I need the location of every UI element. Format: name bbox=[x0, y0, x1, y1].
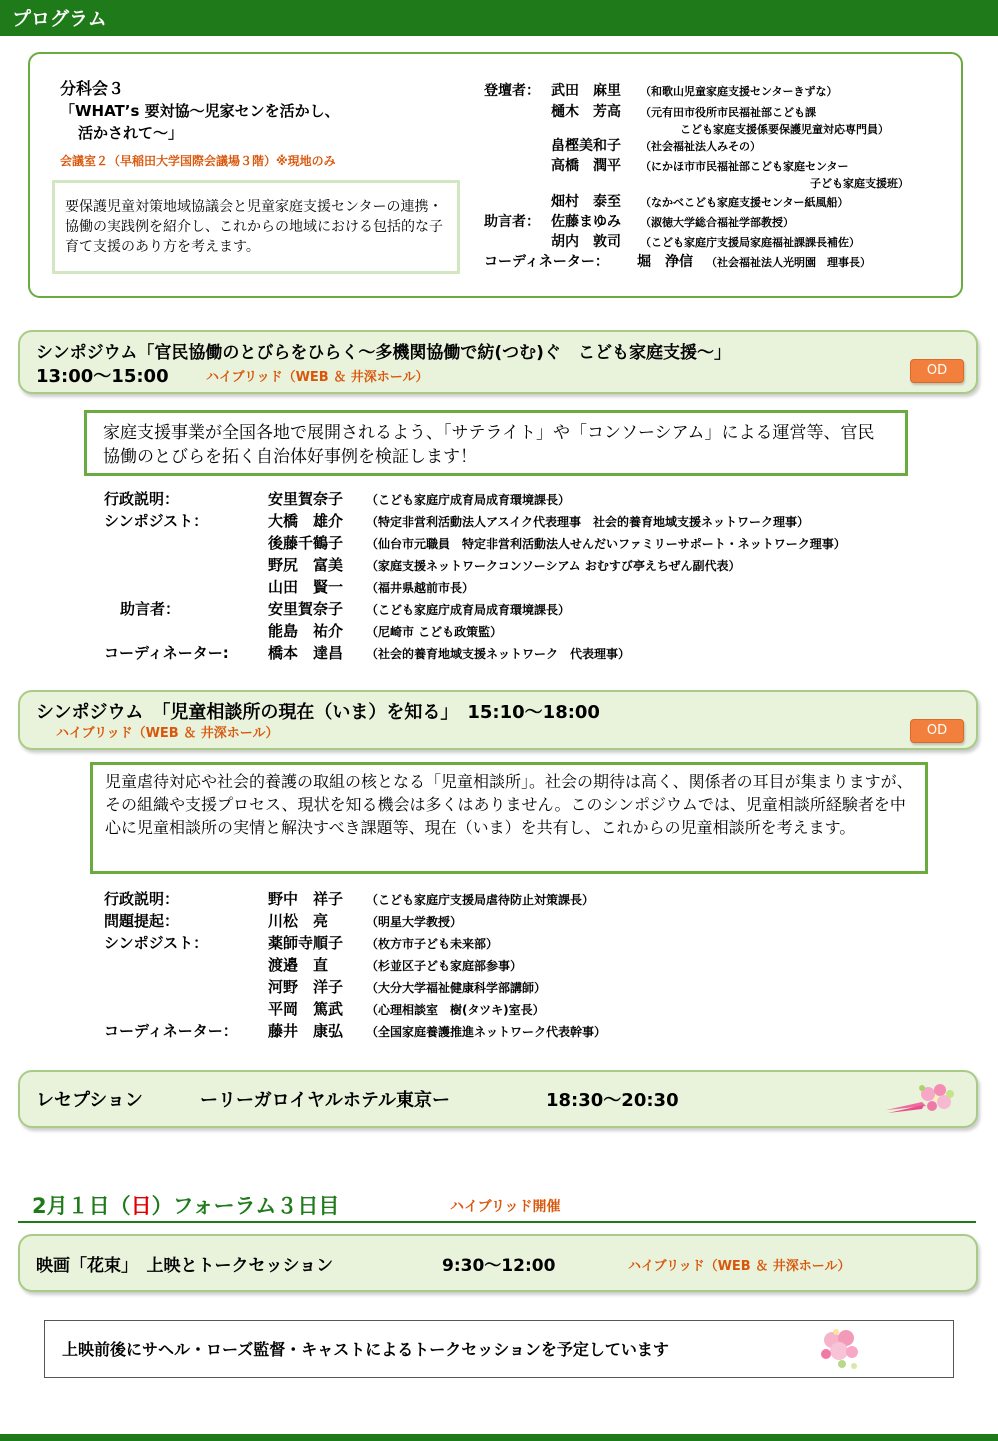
od-button[interactable]: OD bbox=[910, 719, 964, 743]
person-aff: （福井県越前市長） bbox=[366, 581, 475, 595]
reception-header bbox=[18, 1070, 978, 1128]
person-aff: （尼崎市 こども政策監） bbox=[366, 625, 503, 639]
movie-time: 9:30～12:00 bbox=[442, 1256, 556, 1276]
coordinator-aff: （社会福祉法人光明園 理事長） bbox=[706, 256, 871, 269]
talk-session-note: 上映前後にサヘル・ローズ監督・キャストによるトークセッションを予定しています bbox=[62, 1340, 669, 1359]
person-aff: （心理相談室 樹(タツキ)室長） bbox=[366, 1003, 545, 1017]
role-label: コーディネーター: bbox=[104, 644, 229, 662]
person-aff: （家庭支援ネットワークコンソーシアム おむすび亭えちぜん副代表） bbox=[366, 559, 741, 573]
role-label: コーディネーター： bbox=[104, 1022, 238, 1040]
header-bar bbox=[0, 0, 998, 36]
day3-title-prefix: 2月１日（ bbox=[32, 1194, 131, 1218]
reception-venue: ーリーガロイヤルホテル東京ー bbox=[200, 1090, 451, 1111]
speaker-name: 畑村 泰至 bbox=[551, 194, 621, 210]
advisor-aff: （こども家庭庁支援局家庭福祉課課長補佐） bbox=[640, 236, 860, 249]
speaker-aff: （なかべこども家庭支援センター紙風船） bbox=[640, 196, 849, 209]
symposium1-time: 13:00～15:00 bbox=[36, 366, 169, 387]
bouquet-icon bbox=[882, 1080, 958, 1118]
person-aff: （こども家庭庁成育局成育環境課長） bbox=[366, 603, 571, 617]
role-label: シンポジスト： bbox=[104, 512, 209, 530]
person-name: 橋本 達昌 bbox=[268, 644, 344, 662]
bunkakai-title: 分科会３ bbox=[60, 79, 125, 98]
person-aff: （社会的養育地域支援ネットワーク 代表理事） bbox=[366, 647, 631, 661]
person-name: 藤井 康弘 bbox=[268, 1022, 344, 1040]
movie-title: 映画「花束」 上映とトークセッション bbox=[36, 1256, 334, 1276]
person-aff: （杉並区子ども家庭部参事） bbox=[366, 959, 523, 973]
advisors-label: 助言者： bbox=[484, 214, 540, 230]
symposium1-title: シンポジウム「官民協働のとびらをひらく～多機関協働で紡(つむ)ぐ こども家庭支援～」 bbox=[36, 343, 731, 363]
person-name: 川松 亮 bbox=[268, 912, 329, 930]
bunkakai-subtitle-2: 活かされて～」 bbox=[78, 124, 184, 142]
flower-bouquet-icon bbox=[812, 1324, 868, 1376]
speaker-name: 畠樫美和子 bbox=[551, 138, 621, 154]
symposium1-description: 家庭支援事業が全国各地で展開されるよう、「サテライト」や「コンソーシアム」による運営等、官民協働のとびらを拓く自治体好事例を検証します！ bbox=[84, 410, 908, 476]
speaker-aff: （社会福祉法人みその） bbox=[640, 140, 761, 153]
speaker-aff: （にかほ市市民福祉部こども家庭センター bbox=[640, 160, 849, 173]
speaker-name: 武田 麻里 bbox=[551, 83, 621, 99]
person-name: 薬師寺順子 bbox=[268, 934, 344, 952]
coordinator-name: 堀 浄信 bbox=[637, 254, 693, 270]
day3-mode: ハイブリッド開催 bbox=[450, 1199, 561, 1215]
symposium2-mode: ハイブリッド（WEB ＆ 井深ホール） bbox=[56, 726, 279, 741]
person-aff: （枚方市子ども未来部） bbox=[366, 937, 499, 951]
speaker-aff: （元有田市役所市民福祉部こども課 bbox=[640, 106, 816, 119]
person-name: 野中 祥子 bbox=[268, 890, 344, 908]
role-label: 行政説明： bbox=[104, 490, 180, 508]
reception-label: レセプション bbox=[36, 1090, 143, 1111]
person-name: 渡邉 直 bbox=[268, 956, 329, 974]
footer-bar bbox=[0, 1434, 998, 1441]
person-name: 河野 洋子 bbox=[268, 978, 344, 996]
role-label: シンポジスト： bbox=[104, 934, 209, 952]
speaker-name: 高橋 潤平 bbox=[551, 158, 621, 174]
person-name: 平岡 篤武 bbox=[268, 1000, 344, 1018]
advisor-name: 佐藤まゆみ bbox=[551, 214, 621, 230]
person-aff: （明星大学教授） bbox=[366, 915, 463, 929]
speaker-name: 樋木 芳高 bbox=[551, 104, 621, 120]
movie-mode: ハイブリッド（WEB ＆ 井深ホール） bbox=[628, 1259, 851, 1274]
advisor-aff: （淑徳大学総合福祉学部教授） bbox=[640, 216, 794, 229]
speaker-aff: こども家庭支援係要保護児童対応専門員） bbox=[680, 123, 889, 136]
person-aff: （大分大学福祉健康科学部講師） bbox=[366, 981, 547, 995]
person-name: 山田 賢一 bbox=[268, 578, 344, 596]
bunkakai-room: 会議室２（早稲田大学国際会議場３階）※現地のみ bbox=[60, 154, 336, 168]
person-aff: （特定非営利活動法人アスイク代表理事 社会的養育地域支援ネットワーク理事） bbox=[366, 515, 810, 529]
symposium2-title: シンポジウム 「児童相談所の現在（いま）を知る」 15:10～18:00 bbox=[36, 702, 600, 723]
day3-title bbox=[32, 1190, 339, 1220]
role-label: 行政説明： bbox=[104, 890, 180, 908]
page-title: プログラム bbox=[12, 8, 107, 30]
advisor-name: 胡内 敦司 bbox=[551, 234, 621, 250]
role-label: 助言者： bbox=[120, 600, 181, 618]
person-name: 野尻 富美 bbox=[268, 556, 344, 574]
person-name: 大橋 雄介 bbox=[268, 512, 344, 530]
person-name: 後藤千鶴子 bbox=[268, 534, 344, 552]
bunkakai-description: 要保護児童対策地域協議会と児童家庭支援センターの連携・協働の実践例を紹介し、これからの地域における包括的な子育て支援のあり方を考えます。 bbox=[52, 180, 460, 274]
reception-time: 18:30～20:30 bbox=[546, 1090, 679, 1111]
speaker-aff: 子ども家庭支援班） bbox=[810, 177, 909, 190]
bunkakai-subtitle-1: 「WHAT’s 要対協～児家センを活かし、 bbox=[60, 102, 340, 120]
speakers-label: 登壇者： bbox=[484, 83, 540, 99]
od-button[interactable]: OD bbox=[910, 359, 964, 383]
role-label: 問題提起： bbox=[104, 912, 180, 930]
symposium2-description: 児童虐待対応や社会的養護の取組の核となる「児童相談所」。社会の期待は高く、関係者の耳目が集まりますが、その組織や支援プロセス、現状を知る機会は多くはありません。このシンポジウムでは、児童相談所経験者を中心に児童相談所の実情と解決すべき課題等、現在（いま）を共有し、これからの児童相談所を考えます。 bbox=[90, 762, 928, 874]
divider bbox=[18, 1221, 976, 1223]
day3-day: 日 bbox=[130, 1194, 152, 1218]
person-name: 安里賀奈子 bbox=[268, 600, 344, 618]
person-aff: （こども家庭庁成育局成育環境課長） bbox=[366, 493, 571, 507]
person-aff: （こども家庭庁支援局虐待防止対策課長） bbox=[366, 893, 595, 907]
symposium1-mode: ハイブリッド（WEB ＆ 井深ホール） bbox=[206, 370, 429, 385]
coordinator-label: コーディネーター： bbox=[484, 254, 609, 270]
person-name: 能島 祐介 bbox=[268, 622, 344, 640]
person-aff: （全国家庭養護推進ネットワーク代表幹事） bbox=[366, 1025, 607, 1039]
person-name: 安里賀奈子 bbox=[268, 490, 344, 508]
day3-title-suffix: ）フォーラム３日目 bbox=[151, 1194, 340, 1218]
person-aff: （仙台市元職員 特定非営利活動法人せんだいファミリーサポート・ネットワーク理事） bbox=[366, 537, 846, 551]
speaker-aff: （和歌山児童家庭支援センターきずな） bbox=[640, 85, 838, 98]
